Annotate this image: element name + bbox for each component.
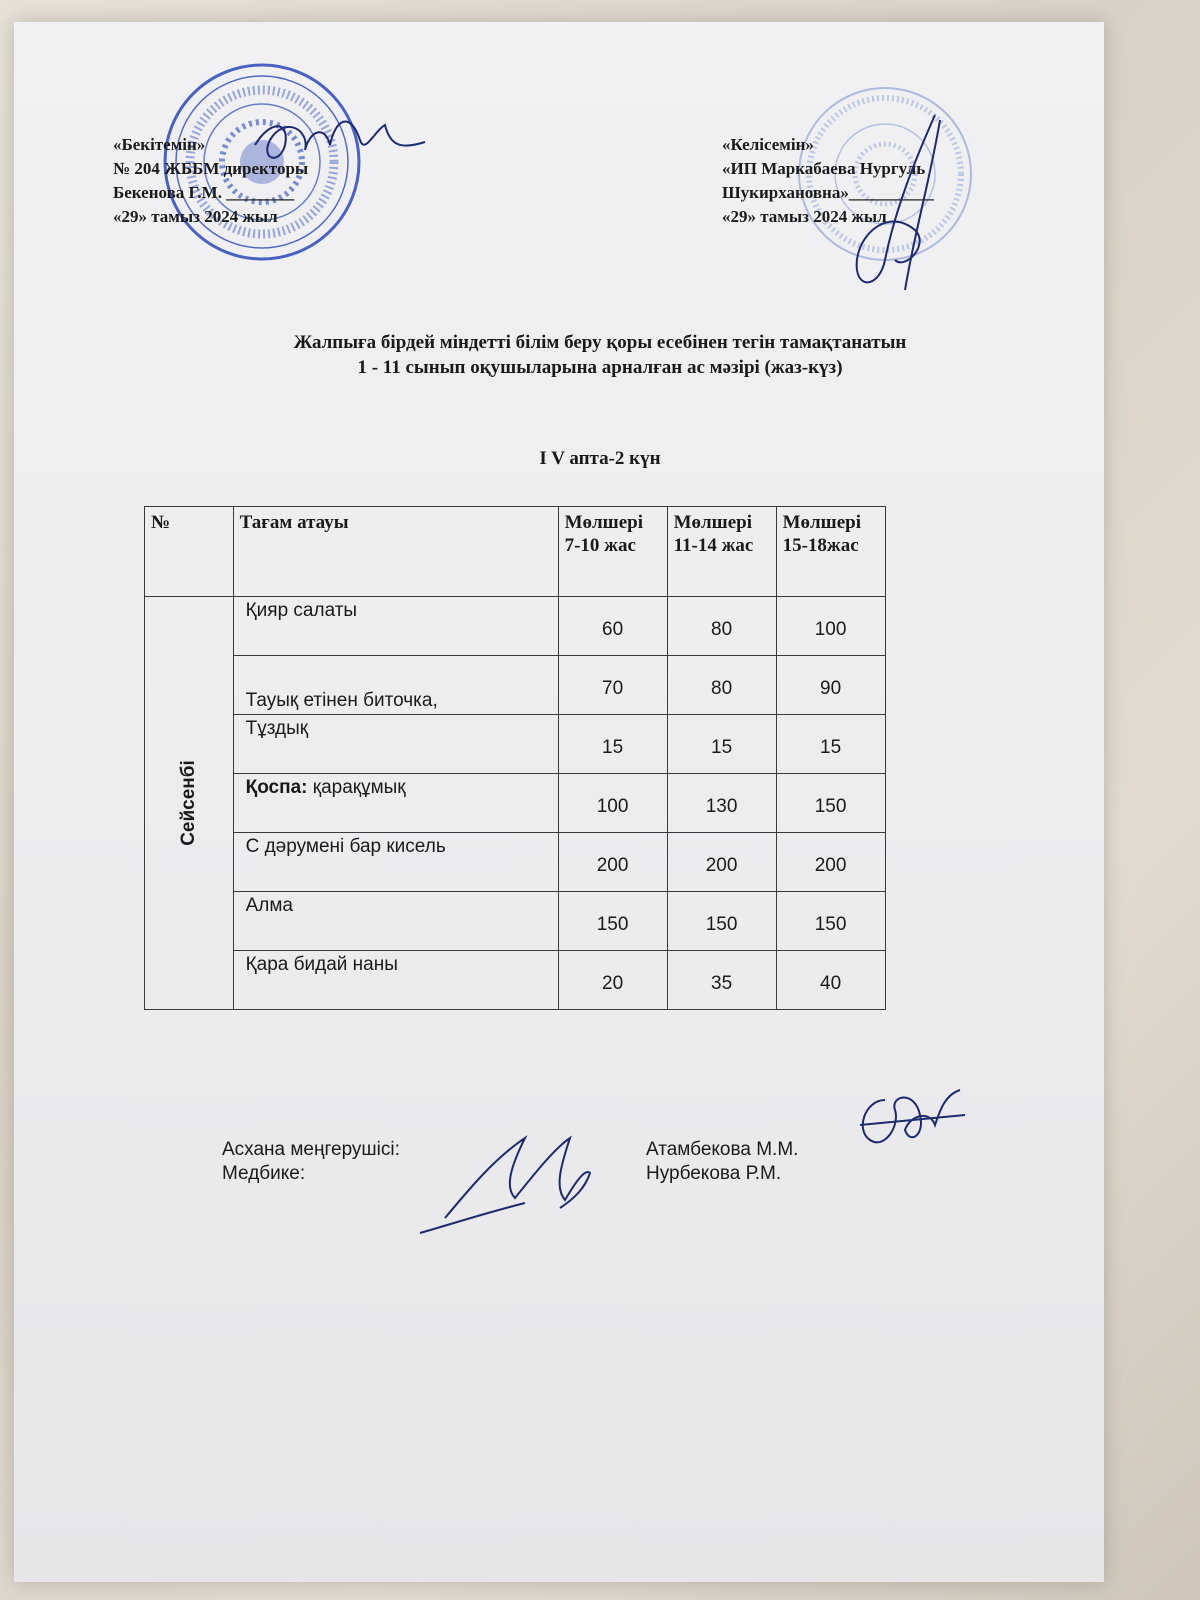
amount-age-15-18: 150 xyxy=(776,774,885,833)
amount-age-15-18: 90 xyxy=(776,656,885,715)
amount-age-15-18: 200 xyxy=(776,833,885,892)
table-row xyxy=(145,715,886,774)
title-line-1: Жалпыға бірдей міндетті білім беру қоры есебінен тегін тамақтанатын xyxy=(293,332,907,353)
amount-age-11-14: 35 xyxy=(667,951,776,1010)
dish-name: Қияр салаты xyxy=(233,597,558,656)
dish-name: Тұздық xyxy=(233,715,558,774)
amount-age-15-18: 40 xyxy=(776,951,885,1010)
amount-age-7-10: 60 xyxy=(558,597,667,656)
agreement-line-4: «29» тамыз 2024 жыл xyxy=(722,207,887,226)
week-day-subtitle: I V апта-2 күн xyxy=(539,448,661,469)
agreement-line-1: «Келісемін» xyxy=(722,135,814,154)
dish-name xyxy=(233,774,558,833)
agreement-line-3: Шукирхановна»__________ xyxy=(722,183,934,202)
amount-age-11-14: 150 xyxy=(667,892,776,951)
amount-age-11-14: 80 xyxy=(667,597,776,656)
amount-age-7-10: 15 xyxy=(558,715,667,774)
header-age-15-18: Мөлшері 15-18жас xyxy=(776,507,885,597)
approval-line-2: № 204 ЖББМ директоры xyxy=(113,159,309,178)
canteen-manager-signature xyxy=(850,1085,970,1165)
amount-age-11-14: 80 xyxy=(667,656,776,715)
amount-age-15-18: 15 xyxy=(776,715,885,774)
amount-age-7-10: 70 xyxy=(558,656,667,715)
amount-age-11-14: 15 xyxy=(667,715,776,774)
canteen-manager-name: Атамбекова М.М. xyxy=(646,1139,799,1160)
title-line-2: 1 - 11 сынып оқушыларына арналған ас мәзірі (жаз-күз) xyxy=(357,357,843,378)
header-dish-name: Тағам атауы xyxy=(233,507,558,597)
agreement-line-2: «ИП Маркабаева Нургуль xyxy=(722,159,926,178)
dish-name: Тауық етінен биточка, xyxy=(233,656,558,715)
amount-age-7-10: 20 xyxy=(558,951,667,1010)
menu-table xyxy=(144,506,886,1010)
table-row xyxy=(145,951,886,1010)
table-row xyxy=(145,892,886,951)
amount-age-7-10: 150 xyxy=(558,892,667,951)
footer-roles xyxy=(222,1138,400,1186)
amount-age-7-10: 200 xyxy=(558,833,667,892)
approval-line-4: «29» тамыз 2024 жыл xyxy=(113,207,278,226)
canteen-manager-label: Асхана меңгерушісі: xyxy=(222,1139,400,1160)
table-row xyxy=(145,656,886,715)
amount-age-7-10: 100 xyxy=(558,774,667,833)
amount-age-15-18: 100 xyxy=(776,597,885,656)
day-cell xyxy=(145,597,234,1010)
table-header-row xyxy=(145,507,886,597)
nurse-name: Нурбекова Р.М. xyxy=(646,1163,782,1184)
approval-line-3: Бекенова Г.М. ________ xyxy=(113,183,295,202)
document-title xyxy=(0,330,1200,380)
dish-prefix: Қоспа: xyxy=(245,777,308,798)
header-number: № xyxy=(145,507,234,597)
nurse-signature xyxy=(415,1128,625,1238)
amount-age-11-14: 200 xyxy=(667,833,776,892)
amount-age-15-18: 150 xyxy=(776,892,885,951)
dish-name: С дәрумені бар кисель xyxy=(233,833,558,892)
footer-names xyxy=(646,1138,798,1186)
table-row xyxy=(145,833,886,892)
header-age-11-14: Мөлшері 11-14 жас xyxy=(667,507,776,597)
dish-name: Қара бидай наны xyxy=(233,951,558,1010)
dish-name-text: қарақұмық xyxy=(312,777,406,798)
day-label: Сейсенбі xyxy=(177,760,199,846)
nurse-label: Медбике: xyxy=(222,1163,306,1184)
table-row xyxy=(145,774,886,833)
table-row xyxy=(145,597,886,656)
approval-line-1: «Бекітемін» xyxy=(113,135,206,154)
header-age-7-10: Мөлшері 7-10 жас xyxy=(558,507,667,597)
agreement-signature xyxy=(845,110,955,295)
director-signature xyxy=(250,100,430,180)
dish-name: Алма xyxy=(233,892,558,951)
amount-age-11-14: 130 xyxy=(667,774,776,833)
